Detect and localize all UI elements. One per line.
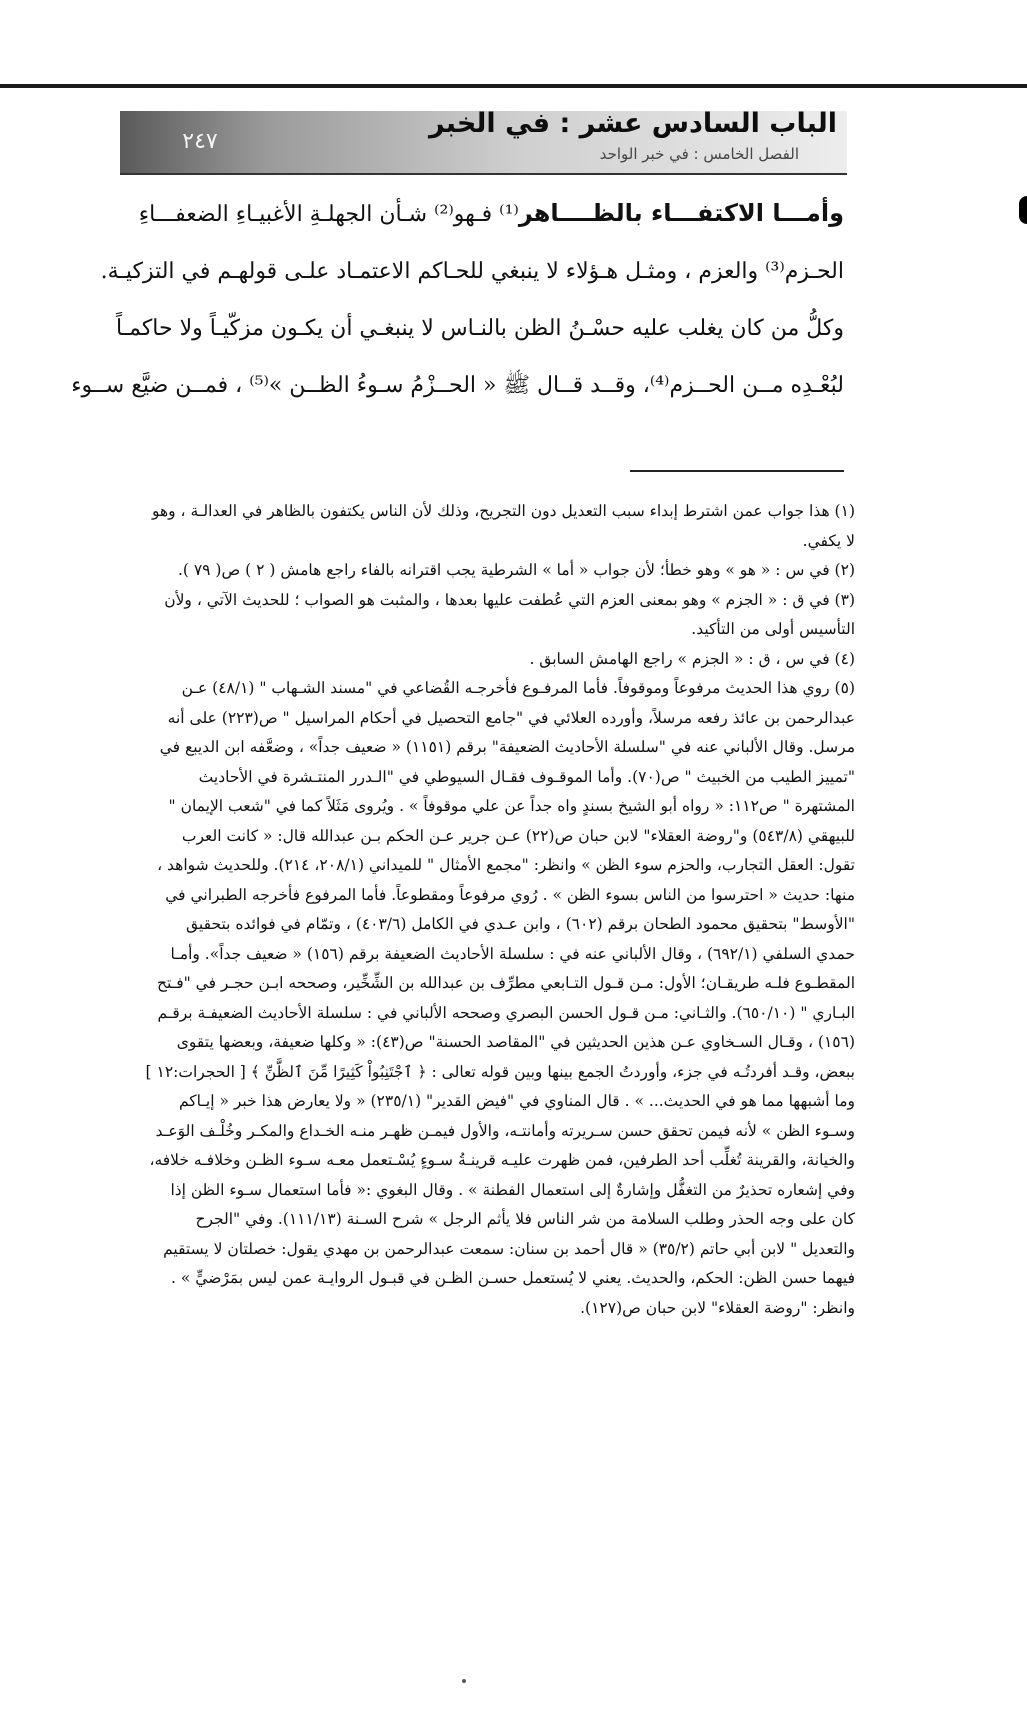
footnotes [145,497,855,1323]
footnote-2: (٢) في س : « هو » وهو خطأ؛ لأن جواب « أما » الشرطية يجب اقترانه بالفاء راجع هامش ( ٢ ) ص( ٧٩ ). [177,561,855,579]
margin-mark [1019,196,1027,224]
section-title: الفصل الخامس : في خبر الواحد [599,145,799,163]
main-text-line: لبُعْـدِه مــن الحــزم⁽⁴⁾، وقــد قــال ﷺ « الحــزْمُ سـوءُ الظــن »⁽⁵⁾ ، فمــن ضيَّع ســوء [71,373,844,398]
main-text-line: الحـزم⁽³⁾ والعزم ، ومثـل هـؤلاء لا ينبغي للحـاكم الاعتمـاد علـى قولهـم في التزكيـة. [100,259,844,284]
main-text-line [138,185,844,243]
footnote-1: (١) هذا جواب عمن اشترط إبداء سبب التعديل دون التجريح، وذلك لأن الناس يكتفون بالظاهر في العدالـة ، وهو لا يكفي. [151,502,855,550]
main-text-line: وكلُّ من كان يغلب عليه حسْـنُ الظن بالنـاس لا ينبغـي أن يكـون مزكّيـاً ولا حاكمـاً [115,316,844,341]
main-text-line-rest: ⁽¹⁾ فـهو⁽²⁾ شـأن الجهلـةِ الأغبيـاءِ الضعفـــاءِ [138,202,519,227]
lead-phrase: وأمـــا الاكتفـــاء بالظــــاهر [518,199,844,227]
footnote-4: (٤) في س ، ق : « الجزم » راجع الهامش السابق . [529,649,855,668]
stray-dot [462,1679,466,1683]
main-text [71,185,844,414]
top-rule [0,84,1027,88]
footnote-3: (٣) في ق : « الجزم » وهو بمعنى العزم التي عُطفت عليها بعدها ، والمثبت هو الصواب ؛ للحديث الآتي ، ولأن التأسيس أولى من التأكيد. [164,590,855,638]
footnote-separator [630,470,844,472]
footnote-5: (٥) روي هذا الحديث مرفوعاً وموقوفاً. فأما المرفـوع فأخرجـه القُضاعي في "مسند الشـهاب " (٤٨/١) عـن عبدالرحمن بن عائذ رفعه مرسلاً، وأورده العلائي في "جامع التحصيل في أحكام المراسيل " ص(٢٢٣) على أنه مرسل. وقال الألباني عنه في "سلسلة الأحاديث الضعيفة" برقم (١١٥١) « ضعيف جداً» ، وضعَّفه ابن الديبع في "تمييز الطيب من الخبيث " ص(٧٠). وأما الموقـوف فقـال السيوطي في "الـدرر المنتـشرة في الأحاديث المشتهرة " ص١١٢: « رواه أبو الشيخ بسندٍ واه جداً عن علي موقوفاً » . ويُروى مَثَلاً كما في "شعب الإيمان " للبيهقي (٥٤٣/٨) و"روضة العقلاء" لابن حبان ص(٢٢) عـن جرير عـن الحكم بـن عبدالله قال: « كانت العرب تقول: العقل التجارب، والحزم سوء الظن » وانظر: "مجمع الأمثال " للميداني (٢٠٨/١، ٢١٤). وللحديث شواهد ، منها: حديث « احترسوا من الناس بسوء الظن » . رُوي مرفوعاً ومقطوعاً. فأما المرفوع فأخرجه الطبراني في "الأوسط" بتحقيق محمود الطحان برقم (٦٠٢) ، وابن عـدي في الكامل (٤٠٣/٦) ، وتمّام في فوائده بتحقيق حمدي السلفي (٦٩٢/١) ، وقال الألباني عنه في : سلسلة الأحاديث الضعيفة برقم (١٥٦) « ضعيف جداً». وأمـا المقطـوع فلـه طريقـان؛ الأول: مـن قـول التـابعي مطرِّف بن عبدالله بن الشِّخِّير، وصححه ابـن حجـر في "فـتح البـاري " (٦٥٠/١٠). والثـاني: مـن قـول الحسن البصري وصححه الألباني في : سلسلة الأحاديث الضعيفـة برقـم (١٥٦) ، وقـال السـخاوي عـن هذين الحديثين في "المقاصد الحسنة" ص(٤٣): « وكلها ضعيفة، وبعضها يتقوى ببعض، وقـد أفردتُـه في جزء، وأوردتُ الجمع بينها وبين قوله تعالى : ﴿ ٱجْتَنِبُواْ كَثِيرًا مِّنَ ٱلظَّنِّ ﴾ [ الحجرات:١٢ ] وما أشبهها مما هو في الحديث... » . قال المناوي في "فيض القدير" (٢٣٥/١) « ولا يعارض هذا خبر « إيـاكم وسـوء الظن » لأنه فيمن تحقق حسن سـريرته وأمانتـه، والأول فيمـن ظهـر منـه الخـداع والمكـر وخُلْـف الوَعـد والخيانة، والقرينة تُغلِّب أحد الطرفين، فمن ظهرت عليـه قرينـةُ سـوءٍ يُسْـتعمل معـه سـوء الظـن وخلافـه خلافه، وفي إشعاره تحذيرٌ من التغفُّل وإشارةٌ إلى استعمال الفطنة » . وقال البغوي :« فأما استعمال سـوء الظن إذا كان على وجه الحذر وطلب السلامة من شر الناس فلا يأثم الرجل » شرح السـنة (١١١/١٣). وفي "الجرح والتعديل " لابن أبي حاتم (٣٥/٢) « قال أحمد بن سنان: سمعت عبدالرحمن بن مهدي يقول: خصلتان لا يستقيم فيهما حسن الظن: الحكم، والحديث. يعني لا يُستعمل حسـن الظـن في قبـول الروايـة عمن ليس بمَرْضيٍّ » . وانظر: "روضة العقلاء" لابن حبان ص(١٢٧). [145,679,855,1317]
chapter-title: الباب السادس عشر : في الخبر [429,108,837,139]
page-number: ٢٤٧ [182,129,218,154]
